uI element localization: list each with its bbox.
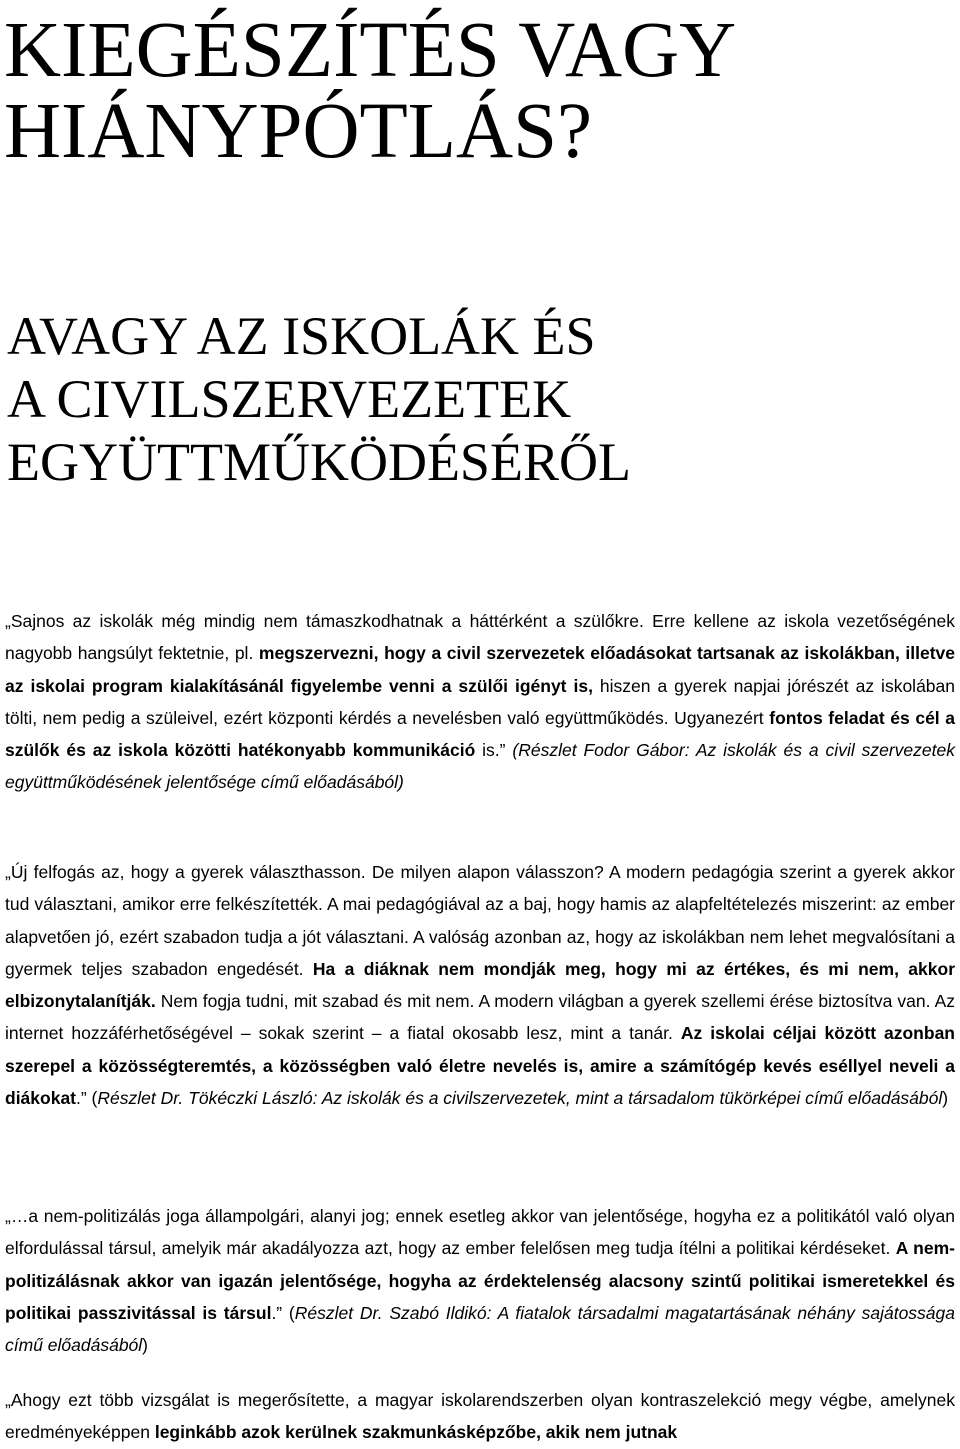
document-subtitle xyxy=(7,305,957,494)
quote-text: Nem fogja tudni, mit szabad és mit nem. A modern világban a gyerek szellemi érése biztosítva van. Az internet hozzáférhetőségével – sokak szerint – a fiatal okosabb lesz, mint a tanár. xyxy=(5,991,955,1044)
quote-text: .” ( xyxy=(271,1302,295,1323)
quote-text: „Ahogy ezt több vizsgálat is megerősítette, a magyar iskolarendszerben olyan kontraszelekció megy végbe, amelynek eredményeképpen xyxy=(5,1390,955,1443)
quote-bold-text: megszervezni, hogy a civil szervezetek előadásokat tartsanak az iskolákban, illetve az iskolai program kialakításánál figyelembe venni a szülői igényt is, xyxy=(5,643,955,696)
quote-text: ) xyxy=(142,1335,148,1356)
quote-text: is.” xyxy=(475,740,513,761)
quote-bold-text: fontos feladat és cél a szülők és az iskola közötti hatékonyabb kommunikáció xyxy=(5,707,955,761)
quote-text: hiszen a gyerek napjai jórészét az iskolában tölti, nem pedig a szüleivel, ezért központi kérdés a nevelésben való együttműködés. Ugyanezért xyxy=(5,675,955,728)
quote-source: (Részlet Fodor Gábor: Az iskolák és a civil szervezetek együttműködésének jelentősége című előadásából) xyxy=(5,740,955,793)
quote-text: „Új felfogás az, hogy a gyerek választhasson. De milyen alapon válasszon? A modern pedagógia szerint a gyerek akkor tud választani, amikor erre felkészítették. A mai pedagógiával az a baj, hogy hamis az alapfeltételezés miszerint: az ember alapvetően jó, ezért szabadon tudja a jót választani. A valóság azonban az, hogy az iskolákban nem lehet megvalósítani a gyermek teljes szabadon engedését. xyxy=(5,862,955,979)
quote-bold-text: leginkább azok kerülnek szakmunkásképzőbe, akik nem jutnak xyxy=(154,1422,678,1443)
quote-text: ) xyxy=(942,1088,949,1109)
quote-paragraph-kontraszelekcio xyxy=(5,1384,955,1449)
title-line: HIÁNYPÓTLÁS? xyxy=(4,88,593,175)
title-line: KIEGÉSZÍTÉS VAGY xyxy=(4,7,737,94)
quote-text: „…a nem-politizálás joga állampolgári, alanyi jog; ennek esetleg akkor van jelentősége, hogyha ez a politikától való olyan elfordulással társul, amelyik már akadályozza azt, hogy az ember felelősen meg tudja ítélni a politikai kérdéseket. xyxy=(5,1206,955,1259)
quote-source: Részlet Dr. Szabó Ildikó: A fiatalok társadalmi magatartásának néhány sajátossága című előadásából xyxy=(5,1302,955,1356)
quote-paragraph-tokeczki xyxy=(5,856,955,1114)
quote-bold-text: A nem-politizálásnak akkor van igazán jelentősége, hogyha az érdektelenség alacsony szintű politikai ismeretekkel és politikai passzivitással is társul xyxy=(5,1238,955,1323)
quote-paragraph-szabo xyxy=(5,1200,955,1361)
quote-bold-text: Ha a diáknak nem mondják meg, hogy mi az értékes, és mi nem, akkor elbizonytalanítják. xyxy=(5,958,956,1012)
quote-text: .” ( xyxy=(76,1088,98,1109)
subtitle-line: AVAGY AZ ISKOLÁK ÉS xyxy=(7,306,596,366)
document-title xyxy=(4,7,956,175)
quote-paragraph-fodor xyxy=(5,605,955,799)
subtitle-line: EGYÜTTMŰKÖDÉSÉRŐL xyxy=(7,432,631,492)
quote-source: Részlet Dr. Tökéczki László: Az iskolák és a civilszervezetek, mint a társadalom tükörképei című előadásából xyxy=(97,1088,943,1109)
quote-text: „Sajnos az iskolák még mindig nem támaszkodhatnak a háttérként a szülőkre. Erre kellene az iskola vezetőségének nagyobb hangsúlyt fektetnie, pl. xyxy=(5,611,955,664)
quote-bold-text: Az iskolai céljai között azonban szerepel a közösségteremtés, a közösségben való életre nevelés is, amire a számítógép kevés eséllyel neveli a diákokat xyxy=(5,1023,955,1109)
subtitle-line: A CIVILSZERVEZETEK xyxy=(7,369,572,429)
